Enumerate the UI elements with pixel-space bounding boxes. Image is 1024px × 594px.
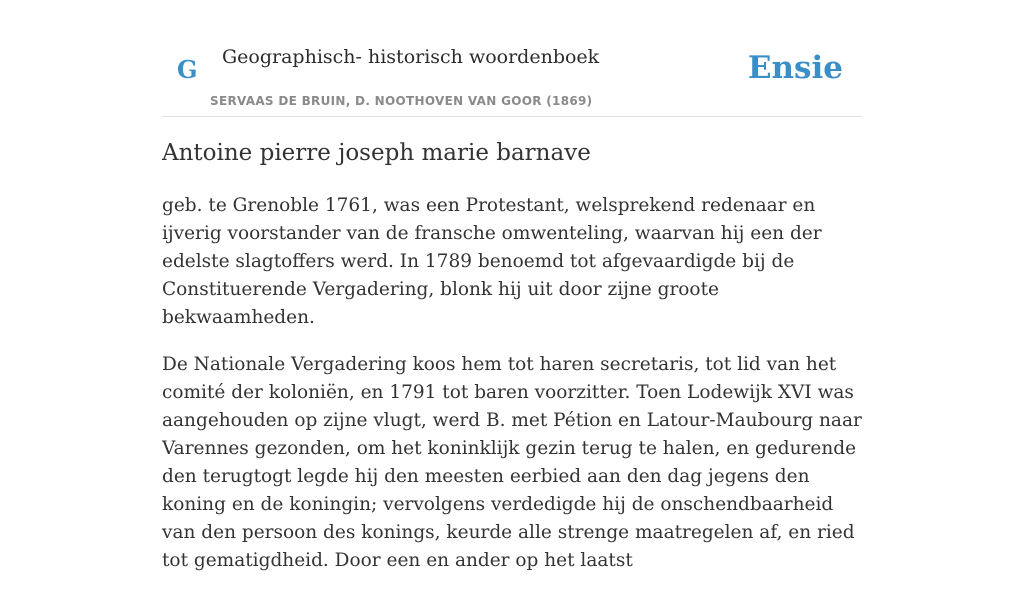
letter-icon[interactable]: G xyxy=(177,55,198,84)
article-paragraph: geb. te Grenoble 1761, was een Protestant, welsprekend redenaar en ijverig voorstander van de fransche omwenteling, waarvan hij een der edelste slagtoffers werd. In 1789 benoemd tot afgevaardigde bij de Constituerende Vergadering, blonk hij uit door zijne groote bekwaamheden. xyxy=(162,195,822,328)
book-meta: SERVAAS DE BRUIN, D. NOOTHOVEN VAN GOOR (1869) xyxy=(210,94,593,108)
header xyxy=(162,40,862,117)
article-title: Antoine pierre joseph marie barnave xyxy=(162,140,591,166)
book-title[interactable]: Geographisch- historisch woordenboek xyxy=(222,46,600,68)
article-body xyxy=(162,192,862,594)
brand-logo[interactable]: Ensie xyxy=(747,50,843,86)
article-paragraph: De Nationale Vergadering koos hem tot haren secretaris, tot lid van het comité der koloniën, en 1791 tot baren voorzitter. Toen Lodewijk XVI was aangehouden op zijne vlugt, werd B. met Pétion en Latour-Maubourg naar Varennes gezonden, om het koninklijk gezin terug te halen, en gedurende den terugtogt legde hij den meesten eerbied aan den dag jegens den koning en de koningin; vervolgens verdedigde hij de onschendbaarheid van den persoon des konings, keurde alle strenge maatregelen af, en ried tot gematigdheid. Door een en ander op het laatst xyxy=(162,354,862,571)
